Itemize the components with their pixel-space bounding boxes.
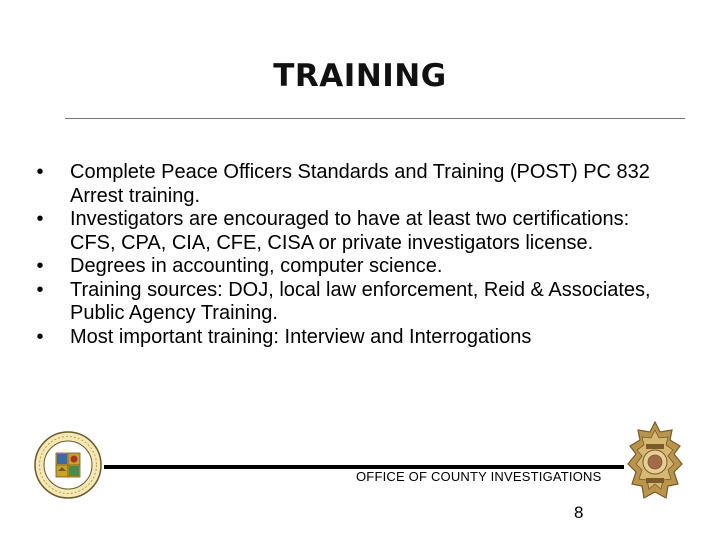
bullet-item <box>30 208 670 255</box>
county-seal-icon <box>34 431 102 499</box>
bullet-icon: • <box>36 278 44 301</box>
bullet-item <box>30 326 670 350</box>
bullet-text: Most important training: Interview and Interrogations <box>70 325 532 348</box>
bullet-item <box>30 255 670 279</box>
page-number: 8 <box>574 503 584 522</box>
bullet-text: Training sources: DOJ, local law enforcement, Reid & Associates, Public Agency Training. <box>70 278 651 324</box>
investigator-badge-icon <box>624 420 686 510</box>
bullet-icon: • <box>36 255 44 277</box>
bullet-icon: • <box>36 208 44 230</box>
bullet-icon: • <box>36 161 44 183</box>
bullet-item <box>30 161 670 208</box>
bullet-list <box>30 161 670 349</box>
footer-office-name: OFFICE OF COUNTY INVESTIGATIONS <box>356 469 602 484</box>
bullet-icon: • <box>36 325 44 348</box>
bullet-text: Degrees in accounting, computer science. <box>70 255 443 277</box>
title-divider <box>65 118 685 119</box>
bullet-item <box>30 279 670 326</box>
slide-title: TRAINING <box>273 58 447 94</box>
bullet-text: Complete Peace Officers Standards and Training (POST) PC 832 Arrest training. <box>70 161 650 207</box>
bullet-text: Investigators are encouraged to have at least two certifications: CFS, CPA, CIA, CFE, CISA or private investigators license. <box>70 208 630 254</box>
